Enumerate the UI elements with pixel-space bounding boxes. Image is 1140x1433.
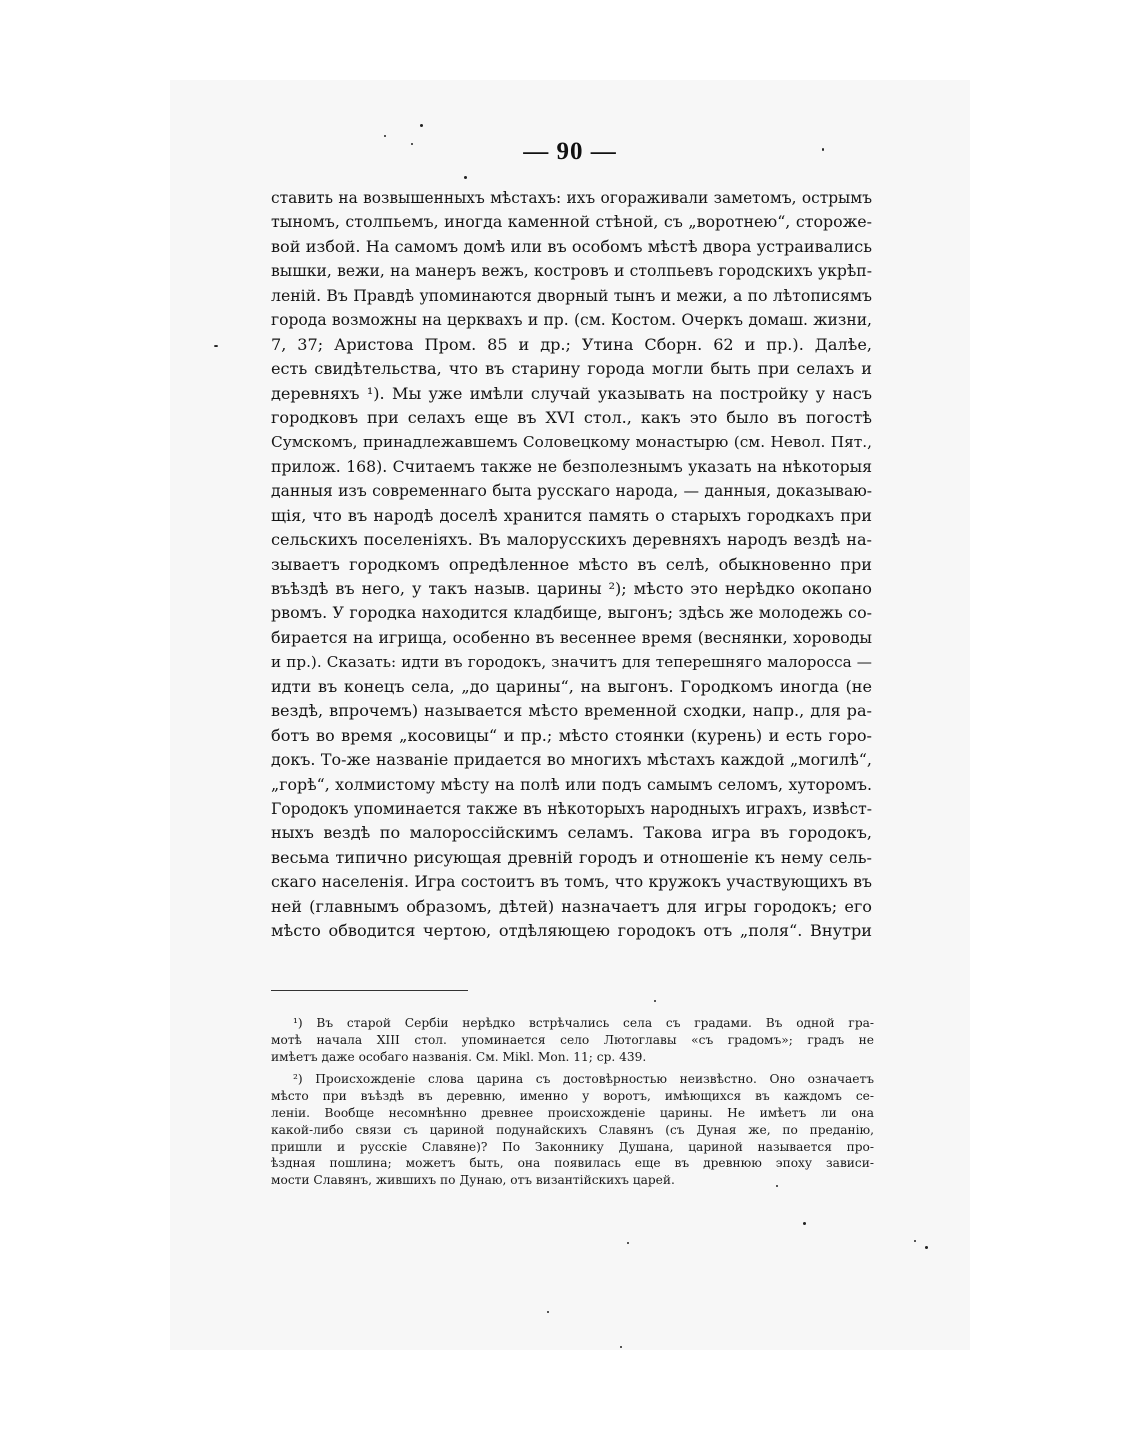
footnote-2-line: ²) Происхожденіе слова царина съ достовѣрностью неизвѣстно. Оно означаетъ — [293, 1072, 874, 1087]
text-line: тыномъ, столпьемъ, иногда каменной стѣной, съ „воротнею“, стороже- — [271, 212, 872, 232]
scan-speck — [822, 148, 824, 151]
footnote-2-line: леніи. Вообще несомнѣнно древнее происхожденіе царины. Не имѣетъ ли она — [271, 1105, 874, 1120]
footnote-2-line: какой-либо связи съ цариной подунайскихъ Славянъ (съ Дуная же, по преданію, — [271, 1122, 874, 1137]
text-line: деревняхъ ¹). Мы уже имѣли случай указывать на постройку у насъ — [271, 383, 872, 403]
scan-speck — [803, 1222, 806, 1225]
footnotes-block — [271, 1015, 874, 1189]
text-line: бирается на игрища, особенно въ весеннее время (веснянки, хороводы — [271, 627, 872, 647]
text-line: весьма типично рисующая древній городъ и отношеніе къ нему сель- — [271, 847, 872, 867]
footnote-2-line: мости Славянъ, жившихъ по Дунаю, отъ византійскихъ царей. — [271, 1173, 675, 1188]
text-line: и пр.). Сказать: идти въ городокъ, значитъ для теперешняго малоросса — — [271, 653, 872, 672]
text-line: вездѣ, впрочемъ) называется мѣсто временной сходки, напр., для ра- — [271, 701, 872, 721]
text-line: ботъ во время „косовицы“ и пр.; мѣсто стоянки (курень) и есть горо- — [271, 725, 872, 745]
scan-speck — [420, 124, 423, 127]
text-line: ней (главнымъ образомъ, дѣтей) назначаетъ для игры городокъ; его — [271, 896, 872, 916]
footnote-2-line: ѣздная пошлина; можетъ быть, она появилась еще въ древнюю эпоху зависи- — [271, 1156, 874, 1171]
footnote-1-line: мотѣ начала XIII стол. упоминается село Лютоглавы «съ градомъ»; градъ не — [271, 1032, 874, 1047]
scan-speck — [411, 143, 413, 145]
text-line: городковъ при селахъ еще въ XVI стол., какъ это было въ погостѣ — [271, 407, 872, 427]
scan-speck — [627, 1242, 629, 1244]
scan-speck — [925, 1246, 928, 1249]
page-number: — 90 — — [523, 138, 617, 165]
text-line: вышки, вежи, на манеръ вежъ, костровъ и столпьевъ городскихъ укрѣп- — [271, 262, 872, 281]
text-line: „горѣ“, холмистому мѣсту на полѣ или подъ самымъ селомъ, хуторомъ. — [271, 774, 872, 794]
scan-speck — [384, 135, 386, 137]
footnote-1-line: имѣетъ даже особаго названія. См. Mikl. Mon. 11; ср. 439. — [271, 1049, 647, 1064]
text-line: леній. Въ Правдѣ упоминаются дворный тынъ и межи, а по лѣтописямъ — [271, 285, 872, 305]
text-line: зываетъ городкомъ опредѣленное мѣсто въ селѣ, обыкновенно при — [271, 554, 872, 574]
text-line: мѣсто обводится чертою, отдѣляющею городокъ отъ „поля“. Внутри — [271, 921, 872, 941]
text-line: ставить на возвышенныхъ мѣстахъ: ихъ огораживали заметомъ, острымъ — [271, 189, 872, 207]
text-line: скаго населенія. Игра состоитъ въ томъ, что кружокъ участвующихъ въ — [271, 872, 872, 892]
scan-speck — [914, 1240, 916, 1242]
text-line: рвомъ. У городка находится кладбище, выгонъ; здѣсь же молодежь со- — [271, 603, 872, 623]
text-line: щія, что въ народѣ доселѣ хранится память о старыхъ городкахъ при — [271, 505, 872, 525]
text-line: данныя изъ современнаго быта русскаго народа, — данныя, доказываю- — [271, 482, 872, 501]
footnote-2-line: пришли и русскіе Славяне)? По Законнику Душана, цариной называется про- — [271, 1139, 874, 1154]
text-line: ныхъ вездѣ по малороссійскимъ селамъ. Такова игра въ городокъ, — [271, 823, 872, 843]
footnote-1-line: ¹) Въ старой Сербіи нерѣдко встрѣчались села съ градами. Въ одной гра- — [293, 1016, 874, 1030]
text-line: Сумскомъ, принадлежавшемъ Соловецкому монастырю (см. Невол. Пят., — [271, 433, 872, 452]
text-line: Городокъ упоминается также въ нѣкоторыхъ народныхъ играхъ, извѣст- — [271, 799, 872, 818]
text-line: вой избой. На самомъ домѣ или въ особомъ мѣстѣ двора устраивались — [271, 236, 872, 256]
text-line: есть свидѣтельства, что въ старину города могли быть при селахъ и — [271, 359, 872, 379]
text-line: 7, 37; Аристова Пром. 85 и др.; Утина Сборн. 62 и пр.). Далѣе, — [271, 334, 872, 354]
scan-speck — [464, 176, 467, 179]
scan-speck — [547, 1311, 549, 1313]
footnote-2-line: мѣсто при въѣздѣ въ деревню, именно у воротъ, имѣющихся въ каждомъ се- — [271, 1089, 874, 1104]
main-text-block — [271, 186, 872, 944]
text-line: въѣздѣ въ него, у такъ назыв. царины ²); мѣсто это нерѣдко окопано — [271, 579, 872, 598]
text-line: города возможны на церквахъ и пр. (см. Костом. Очеркъ домаш. жизни, — [271, 311, 872, 330]
scan-speck — [776, 1185, 778, 1187]
scan-speck — [654, 1000, 656, 1002]
scan-speck — [214, 345, 218, 347]
text-line: идти въ конецъ села, „до царины“, на выгонъ. Городкомъ иногда (не — [271, 676, 872, 696]
scan-speck — [620, 1346, 622, 1348]
text-line: докъ. То-же названіе придается во многихъ мѣстахъ каждой „могилѣ“, — [271, 750, 872, 770]
text-line: прилож. 168). Считаемъ также не безполезнымъ указать на нѣкоторыя — [271, 456, 872, 476]
footnote-separator — [271, 990, 468, 991]
text-line: сельскихъ поселеніяхъ. Въ малорусскихъ деревняхъ народъ вездѣ на- — [271, 530, 872, 550]
